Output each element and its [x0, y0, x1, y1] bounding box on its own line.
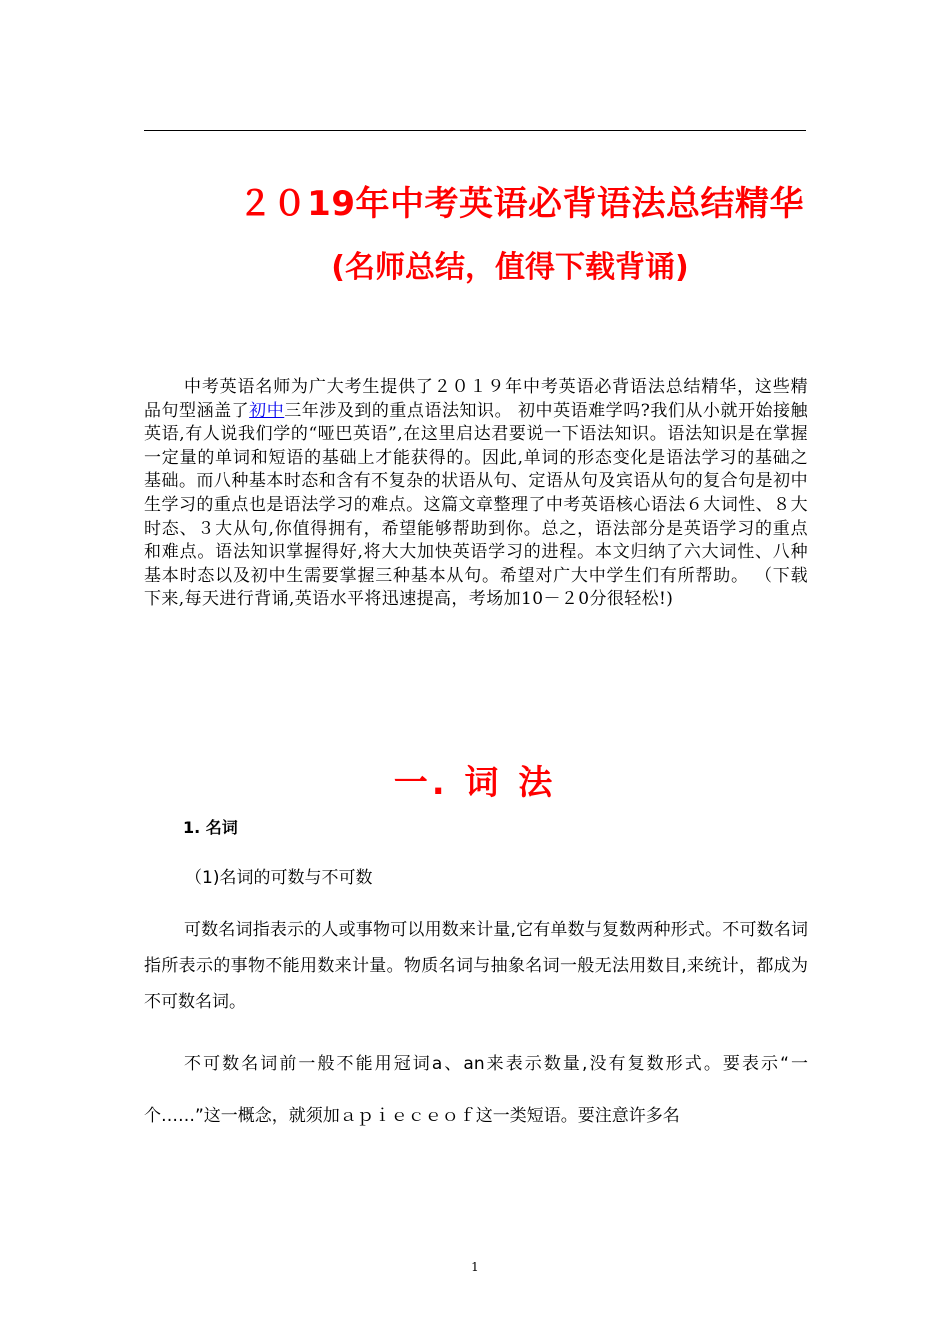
- header-rule: [144, 130, 806, 131]
- intro-text-start: 中考英语名师为广大考生提供了２０１９年中考英语必背语法总结精华，这些精品句型涵盖了: [144, 377, 808, 421]
- sub-heading-nouns: 1. 名词: [183, 818, 238, 837]
- subsub-heading-countable: （1)名词的可数与不可数: [185, 868, 373, 888]
- document-subtitle: (名师总结，值得下载背诵): [331, 250, 689, 285]
- intro-text-end: 三年涉及到的重点语法知识。 初中英语难学吗?我们从小就开始接触英语,有人说我们学的“哑巴英语”,在这里启达君要说一下语法知识。语法知识是在掌握一定量的单词和短语的基础上才能获得的。因此,单词的形态变化是语法学习的基础之基础。而八种基本时态和含有不复杂的状语从句、定语从句及宾语从句的复合句是初中生学习的重点也是语法学习的难点。这篇文章整理了中考英语核心语法６大词性、８大时态、３大从句,你值得拥有，希望能够帮助到你。总之，语法部分是英语学习的重点和难点。语法知识掌握得好,将大大加快英语学习的进程。本文归纳了六大词性、八种基本时态以及初中生需要掌握三种基本从句。希望对广大中学生们有所帮助。 （下载下来,每天进行背诵,英语水平将迅速提高，考场加10－２0分很轻松!): [144, 400, 808, 610]
- intro-paragraph: [144, 376, 808, 612]
- page-number: 1: [471, 1260, 479, 1274]
- section-heading-morphology: 一. 词 法: [393, 763, 557, 803]
- paragraph-countable: 可数名词指表示的人或事物可以用数来计量,它有单数与复数两种形式。不可数名词指所表示的事物不能用数来计量。物质名词与抽象名词一般无法用数目,来统计，都成为不可数名词。: [144, 920, 808, 1012]
- document-title: ２０19年中考英语必背语法总结精华: [238, 184, 804, 224]
- link-junior-high[interactable]: 初中: [249, 400, 285, 421]
- paragraph-uncountable: 不可数名词前一般不能用冠词a、an来表示数量,没有复数形式。要表示“一个……”这一概念，就须加ａｐｉｅｃｅｏｆ这一类短语。要注意许多名: [144, 1054, 808, 1126]
